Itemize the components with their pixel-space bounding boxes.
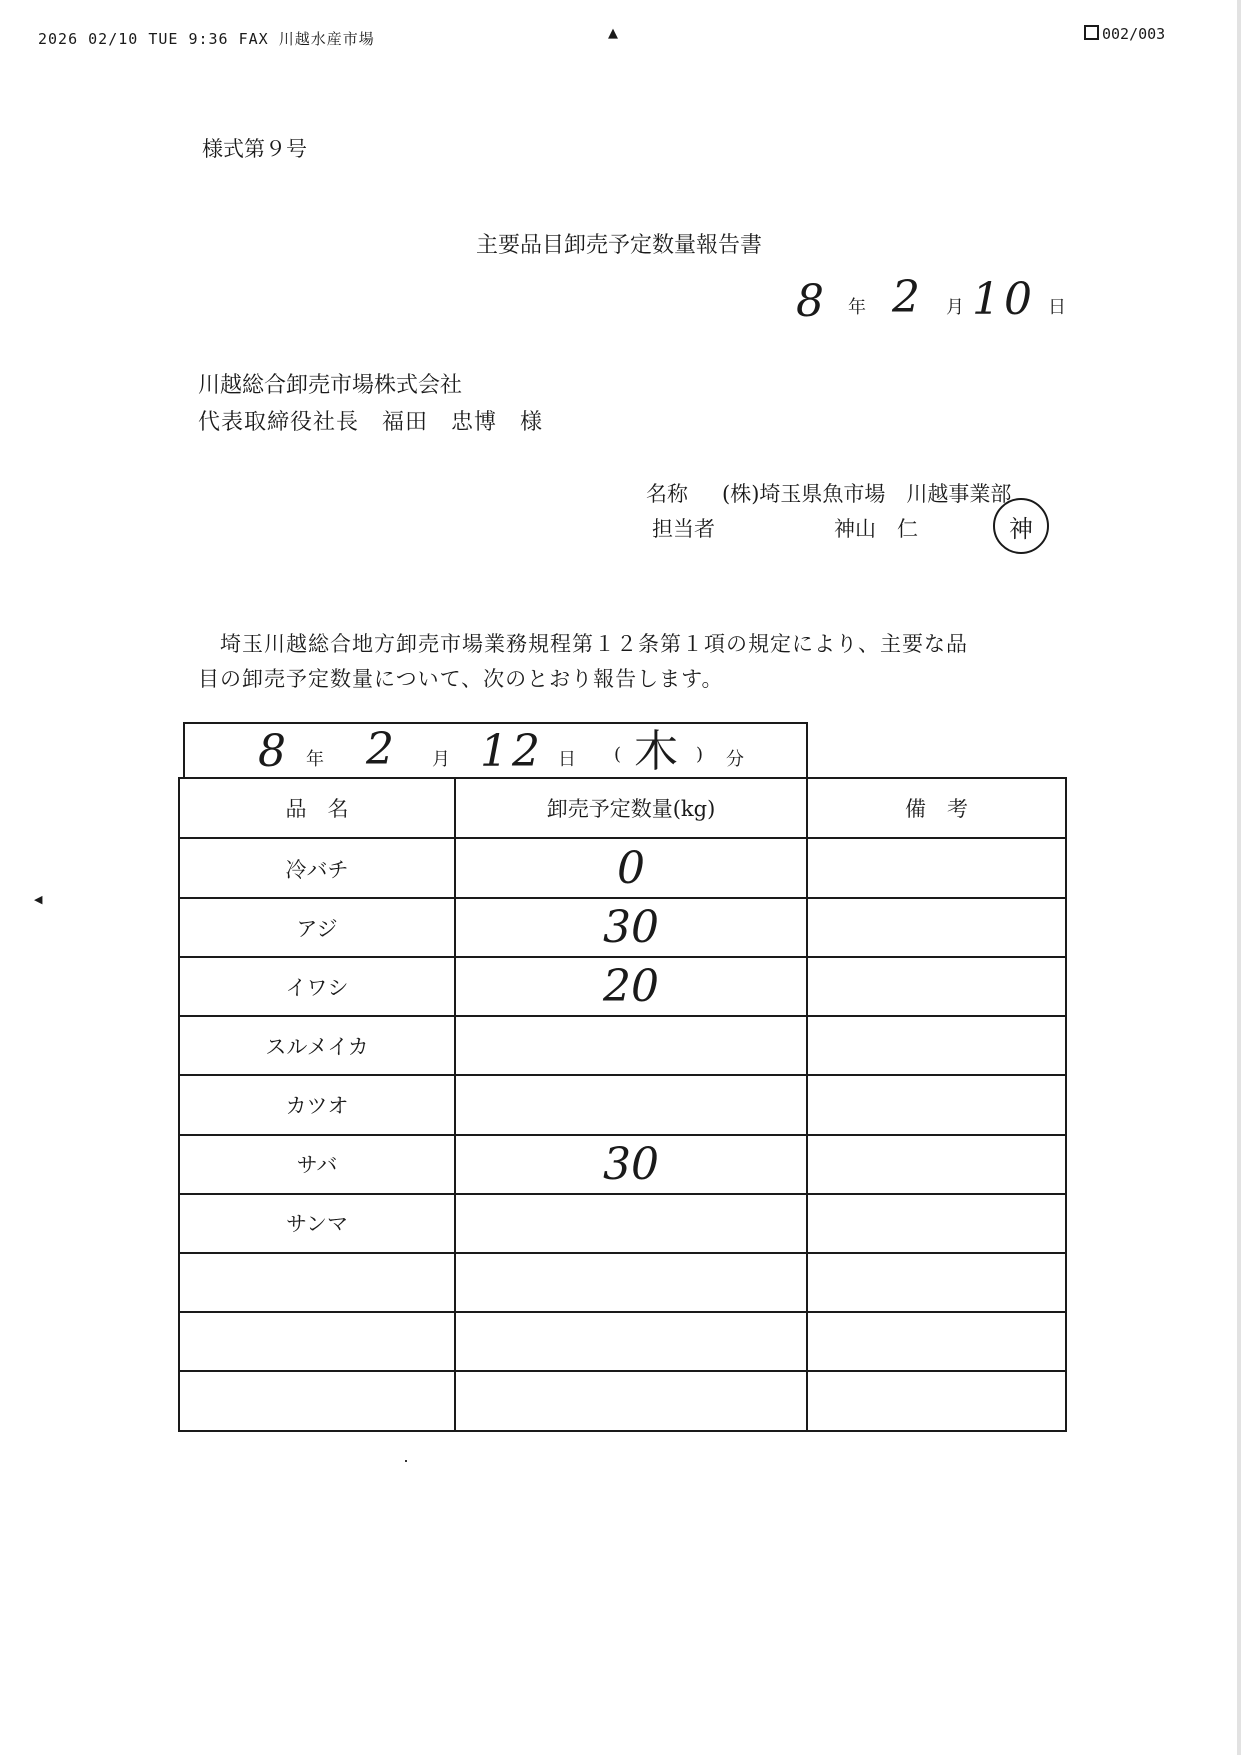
form-number: 様式第９号	[202, 137, 307, 161]
side-marker: ◀	[34, 893, 43, 906]
personal-seal-stamp: 神	[993, 498, 1049, 554]
item-name-cell: イワシ	[285, 975, 349, 1000]
target-date-year: 8	[258, 726, 286, 777]
quantity-cell	[456, 1016, 806, 1075]
quantity-cell: 30	[603, 902, 659, 954]
report-date-month: 2	[892, 272, 920, 323]
weekday-open-paren: (	[614, 744, 622, 765]
remarks-cell	[808, 1075, 1065, 1134]
remarks-cell	[808, 957, 1065, 1016]
target-date-suffix: 分	[726, 749, 744, 770]
table-right-border	[1065, 777, 1067, 1432]
addressee-person: 代表取締役社長 福田 忠博 様	[198, 410, 544, 435]
date-box-top-border	[183, 722, 808, 724]
fax-page-number: 002/003	[1102, 25, 1166, 43]
sender-rep: 神山 仁	[834, 517, 918, 541]
remarks-cell	[808, 1253, 1065, 1312]
weekday-close-paren: )	[696, 744, 704, 765]
header-quantity: 卸売予定数量(kg)	[546, 797, 716, 821]
item-name-cell: サバ	[296, 1153, 338, 1178]
quantity-cell	[456, 1253, 806, 1312]
header-item-name: 品 名	[285, 797, 349, 821]
checkbox-icon	[1084, 25, 1099, 40]
item-name-cell: サンマ	[286, 1212, 348, 1237]
fax-header: 2026 02/10 TUE 9:36 FAX 川越水産市場	[38, 30, 375, 48]
remarks-cell	[808, 1312, 1065, 1371]
sender-name-label: 名称	[646, 482, 688, 506]
item-name-cell	[180, 1312, 454, 1371]
quantity-cell: 20	[603, 961, 659, 1013]
page-edge	[1237, 0, 1241, 1755]
item-name-cell: アジ	[296, 916, 338, 941]
remarks-cell	[808, 839, 1065, 898]
sender-name: (株)埼玉県魚市場 川越事業部	[722, 482, 1012, 506]
report-date-day: 10	[972, 274, 1036, 325]
item-name-cell	[180, 1253, 454, 1312]
report-date-year-unit: 年	[848, 297, 866, 318]
quantity-cell	[456, 1312, 806, 1371]
target-date-weekday: 木	[634, 726, 678, 777]
body-text-line2: 目の卸売予定数量について、次のとおり報告します。	[198, 667, 724, 691]
item-name-cell: スルメイカ	[265, 1034, 369, 1059]
remarks-cell	[808, 1135, 1065, 1194]
remarks-cell	[808, 1371, 1065, 1430]
table-bottom-border	[178, 1430, 1067, 1432]
remarks-cell	[808, 1016, 1065, 1075]
target-date-month-unit: 月	[432, 749, 450, 770]
report-date-month-unit: 月	[946, 297, 964, 318]
stray-dot	[405, 1460, 407, 1462]
target-date-day: 12	[480, 726, 544, 777]
date-box-right-border	[806, 722, 808, 779]
item-name-cell	[180, 1371, 454, 1430]
quantity-cell	[456, 1371, 806, 1430]
remarks-cell	[808, 898, 1065, 957]
remarks-cell	[808, 1194, 1065, 1253]
fax-marker: ▲	[608, 26, 618, 41]
document-title: 主要品目卸売予定数量報告書	[476, 233, 763, 258]
header-remarks: 備 考	[905, 797, 968, 821]
quantity-cell	[456, 1075, 806, 1134]
target-date-year-unit: 年	[306, 749, 324, 770]
report-date-year: 8	[796, 276, 824, 327]
fax-page-counter	[1084, 25, 1165, 43]
report-date-day-unit: 日	[1048, 297, 1066, 318]
body-text-line1: 埼玉川越総合地方卸売市場業務規程第１２条第１項の規定により、主要な品	[220, 632, 968, 656]
sender-rep-label: 担当者	[652, 517, 715, 541]
quantity-cell: 30	[603, 1138, 659, 1190]
item-name-cell: 冷バチ	[285, 857, 349, 882]
target-date-month: 2	[366, 724, 394, 775]
quantity-cell	[456, 1194, 806, 1253]
date-box-left-border	[183, 722, 185, 779]
target-date-day-unit: 日	[558, 749, 576, 770]
item-name-cell: カツオ	[285, 1093, 349, 1118]
quantity-cell: 0	[617, 843, 645, 895]
addressee-company: 川越総合卸売市場株式会社	[198, 373, 463, 398]
